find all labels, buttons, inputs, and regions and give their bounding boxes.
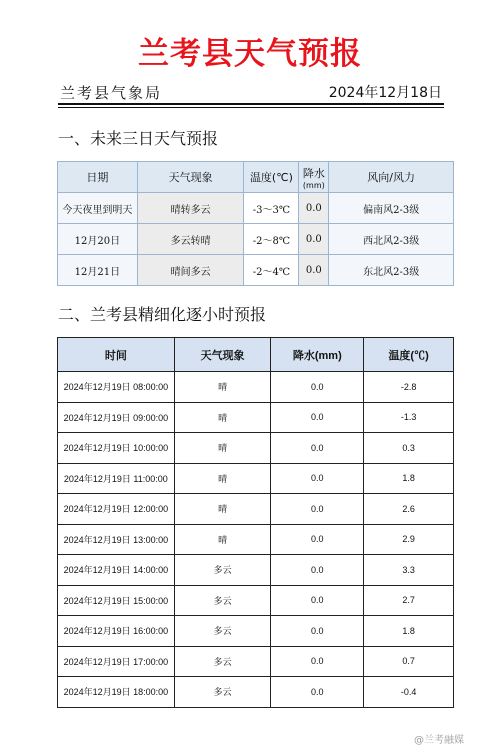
cell-weather: 多云 (174, 585, 271, 616)
cell-precip: 0.0 (271, 494, 364, 525)
cell-precip: 0.0 (299, 255, 329, 286)
cell-time: 2024年12月19日 14:00:00 (58, 555, 175, 586)
table-row (58, 193, 454, 224)
cell-weather: 晴 (174, 463, 271, 494)
cell-temp: -3～3℃ (244, 193, 299, 224)
cell-weather: 晴转多云 (137, 193, 244, 224)
cell-date: 今天夜里到明天 (58, 193, 138, 224)
cell-temp: 2.9 (364, 524, 454, 555)
col-time: 时间 (58, 338, 175, 372)
cell-temp: 1.8 (364, 616, 454, 647)
cell-weather: 晴 (174, 494, 271, 525)
cell-weather: 多云 (174, 555, 271, 586)
cell-precip: 0.0 (299, 224, 329, 255)
header-rule-thin (58, 107, 444, 108)
table-row (58, 555, 454, 586)
cell-temp: 1.8 (364, 463, 454, 494)
cell-precip: 0.0 (271, 463, 364, 494)
col-weather: 天气现象 (174, 338, 271, 372)
section-heading-hourly: 二、兰考县精细化逐小时预报 (58, 305, 267, 324)
cell-time: 2024年12月19日 18:00:00 (58, 677, 175, 708)
cell-weather: 晴 (174, 372, 271, 403)
table-row (58, 433, 454, 464)
cell-precip: 0.0 (271, 646, 364, 677)
section-heading-three-day: 一、未来三日天气预报 (58, 129, 219, 148)
page-title: 兰考县天气预报 (138, 36, 362, 72)
cell-temp: 3.3 (364, 555, 454, 586)
col-weather: 天气现象 (137, 162, 244, 193)
cell-time: 2024年12月19日 12:00:00 (58, 494, 175, 525)
table-row (58, 463, 454, 494)
col-wind: 风向/风力 (329, 162, 454, 193)
table-row (58, 494, 454, 525)
cell-weather: 晴 (174, 524, 271, 555)
cell-temp: -2.8 (364, 372, 454, 403)
cell-temp: -2～4℃ (244, 255, 299, 286)
cell-temp: 0.7 (364, 646, 454, 677)
issue-date: 2024年12月18日 (328, 85, 442, 101)
cell-weather: 晴 (174, 433, 271, 464)
issuing-agency: 兰考县气象局 (60, 84, 163, 102)
cell-date: 12月20日 (58, 224, 138, 255)
cell-temp: -1.3 (364, 402, 454, 433)
cell-wind: 西北风2-3级 (329, 224, 454, 255)
cell-time: 2024年12月19日 09:00:00 (58, 402, 175, 433)
cell-temp: -0.4 (364, 677, 454, 708)
cell-time: 2024年12月19日 15:00:00 (58, 585, 175, 616)
col-temp: 温度(℃) (364, 338, 454, 372)
hourly-table-body (58, 372, 454, 708)
table-row (58, 646, 454, 677)
cell-temp: -2～8℃ (244, 224, 299, 255)
cell-precip: 0.0 (271, 585, 364, 616)
cell-time: 2024年12月19日 10:00:00 (58, 433, 175, 464)
cell-precip: 0.0 (271, 616, 364, 647)
cell-precip: 0.0 (299, 193, 329, 224)
col-precip (299, 162, 329, 193)
cell-date: 12月21日 (58, 255, 138, 286)
table-row (58, 224, 454, 255)
watermark: @兰考融媒 (414, 735, 464, 746)
cell-wind: 东北风2-3级 (329, 255, 454, 286)
cell-precip: 0.0 (271, 433, 364, 464)
cell-time: 2024年12月19日 17:00:00 (58, 646, 175, 677)
cell-time: 2024年12月19日 16:00:00 (58, 616, 175, 647)
cell-precip: 0.0 (271, 555, 364, 586)
table-row (58, 524, 454, 555)
cell-temp: 2.7 (364, 585, 454, 616)
cell-precip: 0.0 (271, 402, 364, 433)
cell-weather: 多云 (174, 646, 271, 677)
col-date: 日期 (58, 162, 138, 193)
col-precip: 降水(mm) (271, 338, 364, 372)
table-header-row (58, 162, 454, 193)
cell-wind: 偏南风2-3级 (329, 193, 454, 224)
cell-time: 2024年12月19日 08:00:00 (58, 372, 175, 403)
table-row (58, 677, 454, 708)
table-row (58, 616, 454, 647)
cell-precip: 0.0 (271, 372, 364, 403)
cell-weather: 晴 (174, 402, 271, 433)
table-row (58, 255, 454, 286)
col-temp: 温度(℃) (244, 162, 299, 193)
cell-temp: 2.6 (364, 494, 454, 525)
cell-precip: 0.0 (271, 524, 364, 555)
table-row (58, 372, 454, 403)
col-precip-label: 降水 (302, 166, 325, 180)
table-row (58, 585, 454, 616)
cell-precip: 0.0 (271, 677, 364, 708)
cell-weather: 多云转晴 (137, 224, 244, 255)
header-rule-thick (58, 103, 444, 105)
cell-weather: 晴间多云 (137, 255, 244, 286)
cell-time: 2024年12月19日 13:00:00 (58, 524, 175, 555)
col-precip-unit: (mm) (302, 180, 325, 190)
table-header-row (58, 338, 454, 372)
three-day-forecast-table (57, 161, 454, 286)
cell-time: 2024年12月19日 11:00:00 (58, 463, 175, 494)
cell-weather: 多云 (174, 677, 271, 708)
hourly-forecast-table (57, 337, 454, 708)
table-row (58, 402, 454, 433)
cell-temp: 0.3 (364, 433, 454, 464)
cell-weather: 多云 (174, 616, 271, 647)
